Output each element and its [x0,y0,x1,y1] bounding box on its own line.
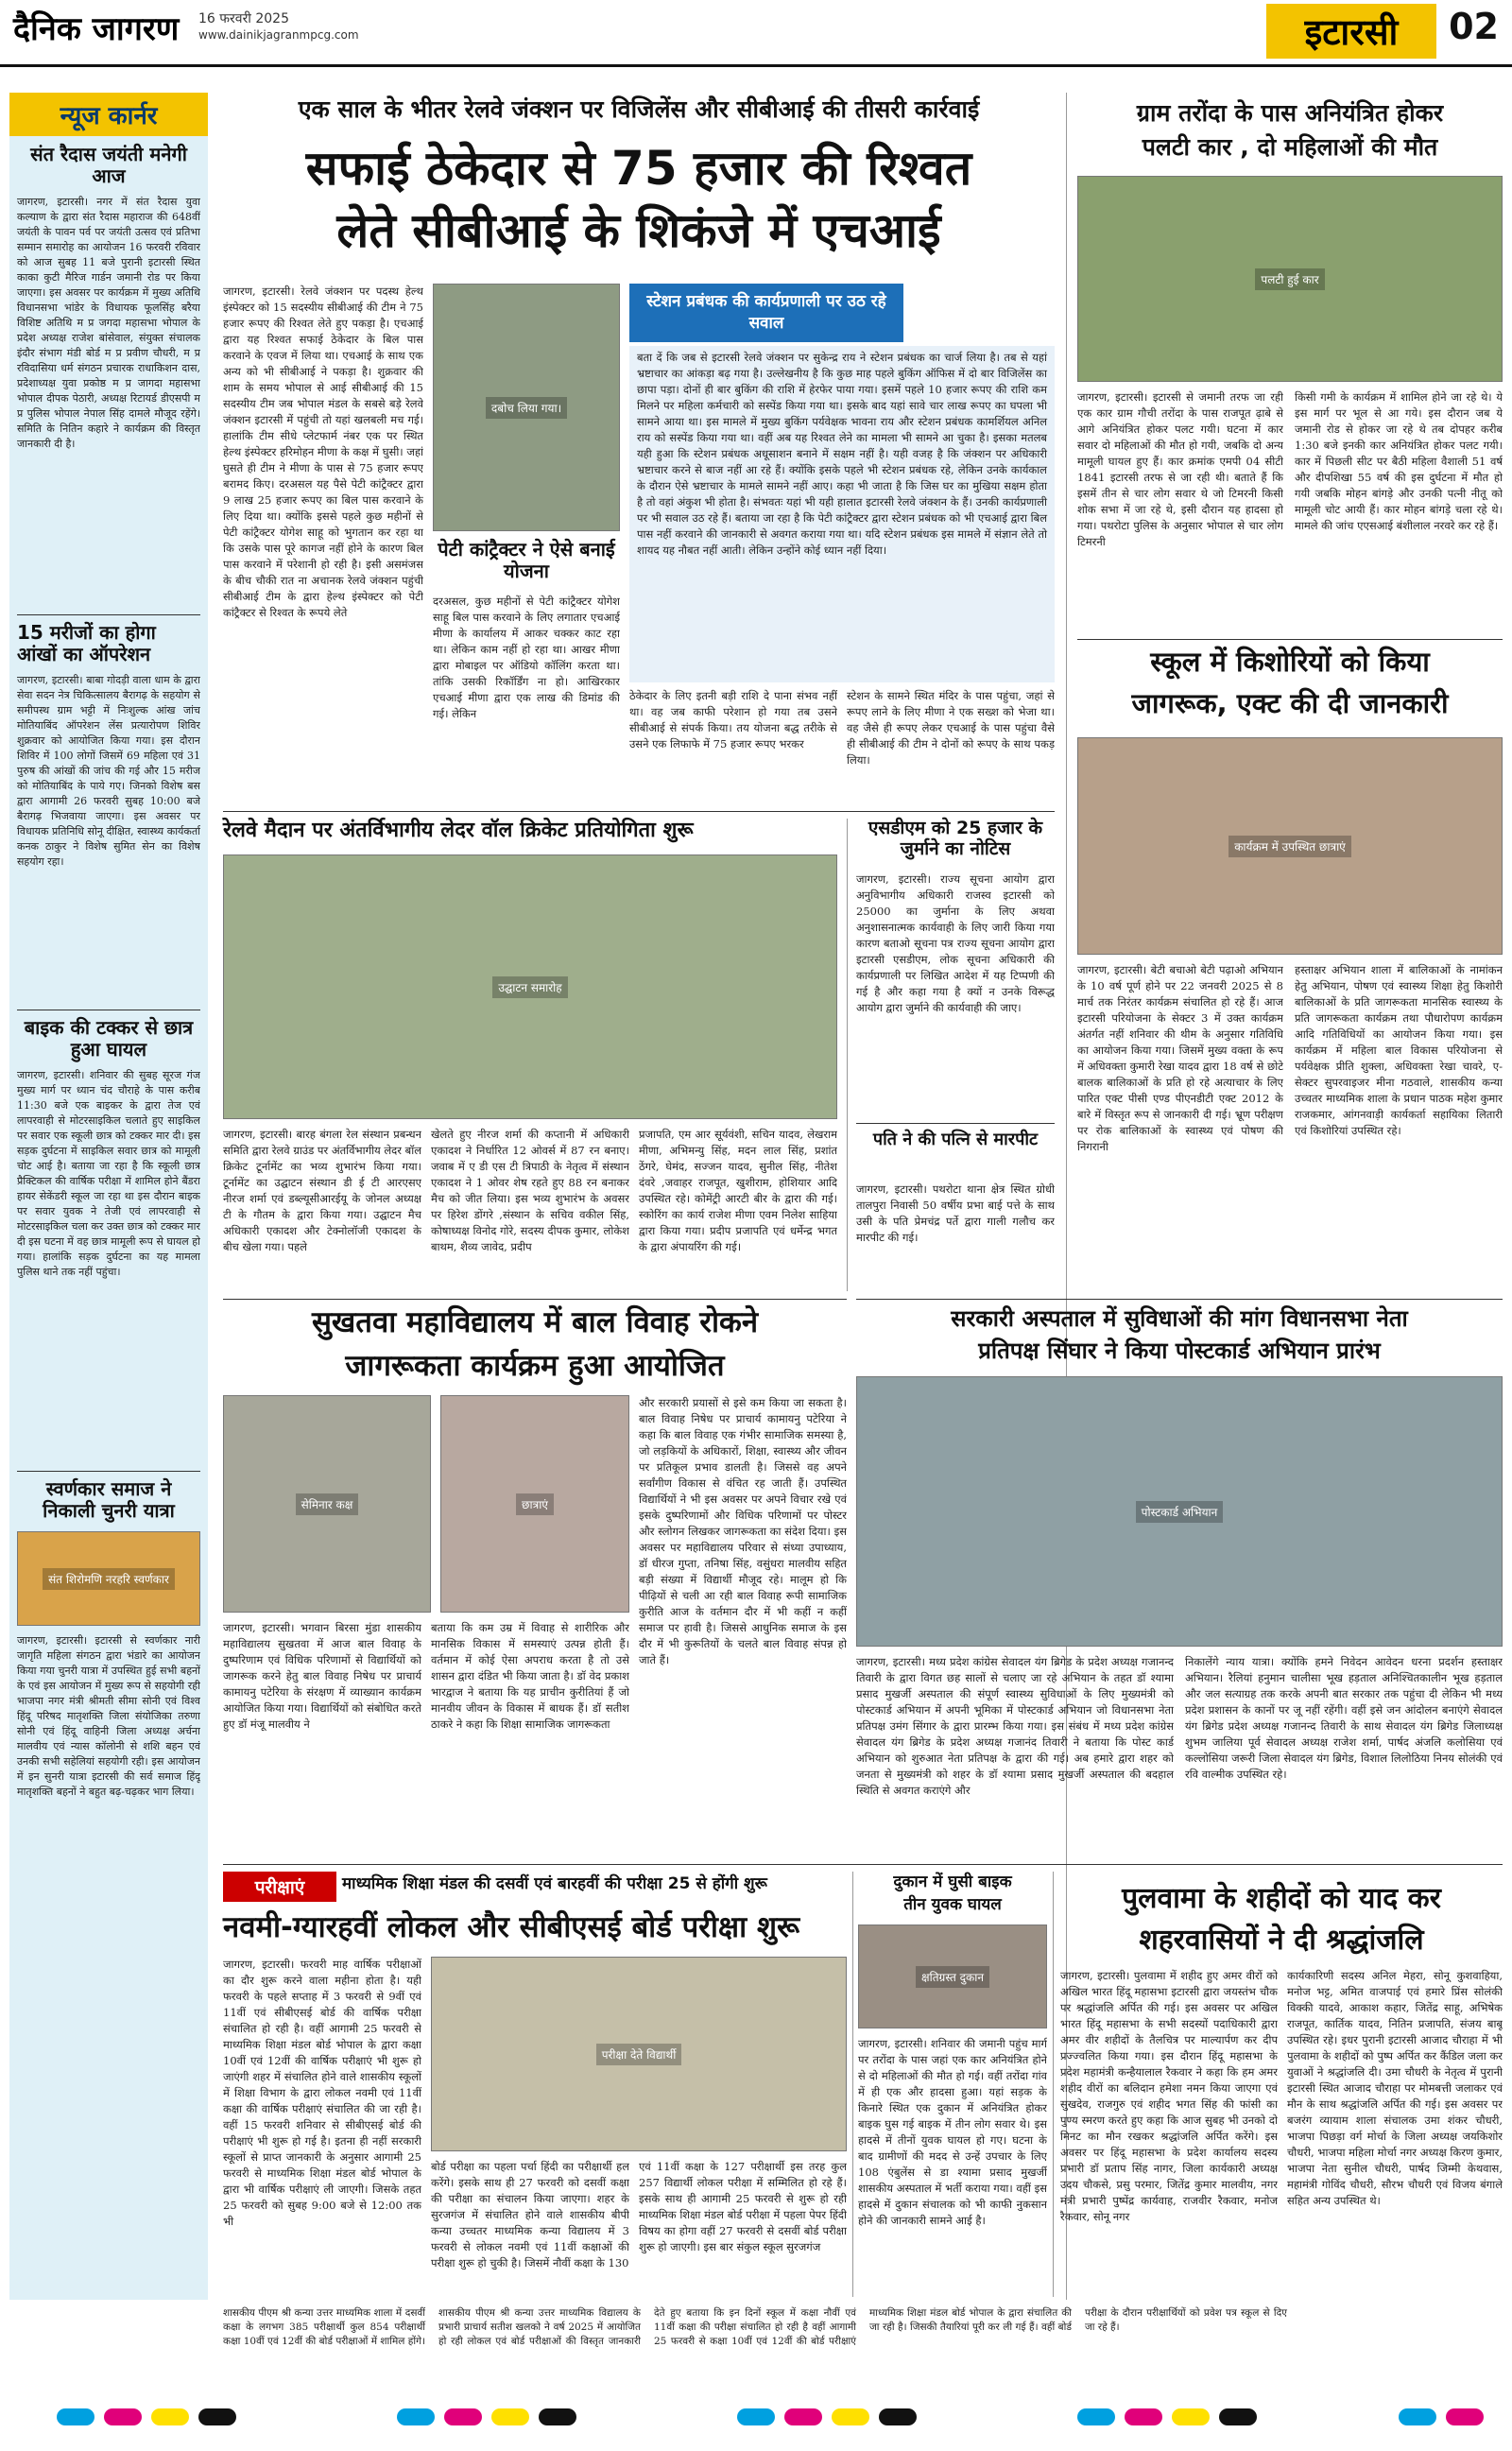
car-headline-1: ग्राम तरोंदा के पास अनियंत्रित होकर [1136,99,1444,127]
sidebar-story1-headline: संत रैदास जयंती मनेगी आज [30,143,187,187]
masthead-url[interactable]: www.dainikjagranmpcg.com [198,28,359,42]
shop-headline-2: तीन युवक घायल [903,1895,1002,1914]
shop-photo: क्षतिग्रस्त दुकान [858,1925,1047,2028]
car-body-col2: किसी गमी के कार्यक्रम में शामिल होने जा रहे थे। ये इस मार्ग पर भूल से आ गये। इस दौरान जब ये जमानी रोड से होकर जा रहे थे तब दोपहर करीब 1:30 बजे इनकी कार अनियंत्रित होकर पलट गयी। कार में पिछली सीट पर बैठी महिला वैशाली 51 वर्ष और दीपशिखा 55 वर्ष की इस दुर्घटना में मौत हो गयी जबकि मोहन बांगड़े और उनकी पत्नी नीतू को मामूली चोट आयी हैं। कार मोहन बांगड़े चला रहे थे। मामले की जांच एएसआई बंशीलाल नरवरे कर रहे हैं। [1295,390,1503,532]
news-corner-title: न्यूज कार्नर [9,93,208,136]
hospital-photo: पोस्टकार्ड अभियान [856,1376,1503,1647]
school-body-col2: हस्ताक्षर अभियान शाला में बालिकाओं के नामांकन हेतु अभियान, पोषण एवं स्वास्थ्य शिक्षा हेतु किशोरी बालिकाओं के प्रति जागरूकता मानसिक स्वास्थ्य के प्रति जागरूकता कार्यक्रम तथा पौधारोपण कार्यक्रम आदि गतिविधियों का आयोजन किया गया। इस कार्यक्रम में महिला बाल विकास परियोजना से पर्यवेक्षक प्रीति शुक्ला, अधिवक्ता रेखा चावरे, ए-सेक्टर सुपरवाइजर मीना गठवाले, शासकीय कन्या उच्चतर माध्यमिक शाला के प्रधान पाठक महेश कुमार राजकमार, आंगनवाड़ी कार्यकर्ता सहायिका लितारी एवं किशोरियां उपस्थित रहे। [1295,963,1503,1137]
exam-photo: परीक्षा देते विद्यार्थी [431,1957,847,2151]
school-headline-2: जागरूक, एक्ट की दी जानकारी [1131,687,1449,719]
sukhtawa-body-col2: बताया कि कम उम्र में विवाह से शारीरिक और मानसिक विकास में समस्याएं उत्पन्न होती हैं। वर्तमान में कोई ऐसा अपराध करता है तो उसे शासन द्वारा दंडित भी किया जाता है। डॉ वेद प्रकाश भारद्वाज ने बताया कि यह प्राचीन कुरीतियां हैं जो मानवीय जीवन के विकास में बाधक हैं। डॉ सतीश ठाकरे ने कहा कि शिक्षा सामाजिक जागरूकता [431,1621,629,1731]
pulwama-body-col1: जागरण, इटारसी। पुलवामा में शहीद हुए अमर वीरों को अखिल भारत हिंदू महासभा इटारसी द्वारा जयस्तंभ चौक पर श्रद्धांजलि अर्पित की गई। इस अवसर पर अखिल भारत हिंदू महासभा के सभी सदस्यों पदाधिकारी द्वारा अमर वीर शहीदों के तैलचित्र पर माल्यार्पण कर दीप प्रज्ज्वलित किया गया। इस दौरान हिंदू महासभा के प्रदेश महामंत्री कन्हैयालाल रैकवार ने कहा कि हम अमर शहीद वीरों का बलिदान हमेशा नमन किया जाएगा एवं सुखदेव, राजगुरु एवं शहीद भगत सिंह की फांसी का पुण्य स्मरण करते हुए कहा कि आज सुबह भी उनको दो मिनट का मौन रखकर श्रद्धांजलि अर्पित करेंगे। इस अवसर पर हिंदू महासभा के प्रदेश कार्यालय सदस्य प्रभारी डॉ प्रताप सिंह नागर, जिला कार्यकारी अध्यक्ष उदय चौकसे, प्रसु परमार, जितेंद्र कुमार मालवीय, नगर मंत्री प्रभारी पुष्पेंद्र कार्यवाह, राजवीर रैकवार, मनोज रैकवार, सोनू नगर [1060,1969,1278,2223]
lead-photo: दबोच लिया गया। [433,284,620,531]
lead-headline-2: लेते सीबीआई के शिकंजे में एचआई [336,203,941,258]
pulwama-headline-1: पुलवामा के शहीदों को याद कर [1122,1882,1441,1915]
sidebar-story4-photo: संत शिरोमणि नरहरि स्वर्णकार [17,1531,200,1626]
school-headline-1: स्कूल में किशोरियों को किया [1150,646,1430,678]
exam-section-label: परीक्षाएं [223,1872,336,1902]
sidebar-story2-headline: 15 मरीजों का होगा आंखों का ऑपरेशन [17,621,156,665]
station-box-body: बता दें कि जब से इटारसी रेलवे जंक्शन पर सुकेन्द्र राय ने स्टेशन प्रबंधक का चार्ज लिया है। तब से यहां भ्रष्टाचार का आंकड़ा बढ़ गया है। उल्लेखनीय है कि कुछ माह पहले बुकिंग ऑफिस में दो बार विजिलेंस का छापा पड़ा। दोनों ही बार बुकिंग की राशि में हेरफेर पाया गया। इसमें पहले 10 हजार रूपए की राशि कम मिलने पर महिला कर्मचारी को सस्पेंड किया गया था। इसके बाद यहां सावे चार लाख रूपए का घपला भी सामने आया था। इस मामले में मुख्य बुकिंग पर्यवेक्षक भावना राय और स्टेशन प्रबंधक कामर्शियल अनिल राय को सस्पेंड किया गया था। वहीं अब यह रिश्वत लेने का मामला भी सामने आ चुका है। इसका मतलब यही हुआ कि स्टेशन प्रबंधक अधूसाशन बनाने में सक्षम नहीं है। यही वजह है कि जंक्शन पर अधिकारी भ्रष्टाचार करने से बाज नहीं आ रहे हैं। क्योंकि इसके पहले भी स्टेशन प्रबंधक रहे, लेकिन उनके कार्यकाल के दौरान ऐसे भ्रष्टाचार के मामले सामने नहीं आए। कहा भी जाता है कि जिस घर का मुखिया सक्षम होता है तो वहां अंकुश भी होता है। संभवतः यहां भी यही हालात इटारसी रेलवे जंक्शन के हैं। उनकी कार्यप्रणाली पर भी सवाल उठ रहे हैं। बताया जा रहा है कि पेटी कांट्रैक्टर द्वारा स्टेशन प्रबंधक को भी एचआई द्वारा बिल पास नहीं करवाने की जानकारी से अवगत कराया गया था। यदि स्टेशन प्रबंधक इस मामले में संज्ञान लेते तो शायद यह नौबत नहीं आती। लेकिन उन्होंने कोई ध्यान नहीं दिया। [629,346,1055,682]
notice-headline: एसडीएम को 25 हजार के जुर्माने का नोटिस [868,818,1043,859]
lead-body-col5: स्टेशन के सामने स्थित मंदिर के पास पहुंचा, जहां से रूपए लाने के लिए मीणा ने एक सख्श को भेजा था। वह जैसे ही रूपए लेकर एचआई के पास पहुंचा वैसे ही सीबीआई की टीम ने दोनों को रूपए के साथ पकड़ लिया। [847,689,1055,767]
shop-body: जागरण, इटारसी। शनिवार की जमानी पहुंच मार्ग पर तरोंदा के पास जहां एक कार अनियंत्रित होने से दो महिलाओं की मौत हो गई। वहीं तरोंदा गांव में ही एक और हादसा हुआ। यहां सड़क के किनारे स्थित एक दुकान में अनियंत्रित होकर बाइक घुस गई बाइक में तीन लोग सवार थे। इस हादसे में तीनों युवक घायल हो गए। घटना के बाद ग्रामीणों की मदद से उन्हें उपचार के लिए 108 एंबुलेंस से डा श्यामा प्रसाद मुखर्जी शासकीय अस्पताल में भर्ती कराया गया। वहीं इस हादसे में दुकान संचालक को भी काफी नुकसान होने की जानकारी सामने आई है। [858,2037,1047,2227]
hospital-body-col2: निकालेंगे न्याय यात्रा। क्योंकि हमने निवेदन आवेदन धरना प्रदर्शन हस्ताक्षर अभियान। रैलियां हनुमान चालीसा भूख हड़ताल अनिश्चितकालीन भूख हड़ताल और जल सत्याग्रह तक करके अपनी बात सरकार तक पहुंचा दी लेकिन भी मध्य प्रदेश प्रशासन के कानों पर जू नहीं रहेंगी। वहीं इसे जन आंदोलन बनाएंगे सेवादल यंग ब्रिगेड प्रदेश अध्यक्ष गजानन्द तिवारी के साथ सेवादल यंग ब्रिगेड जिलाध्यक्ष शुभम जालिया पूर्व सेवादल अध्यक्ष राजेश शर्मा, पार्षद अंजलि कलोसिया एवं कल्लोसिया जरूरी जिला सेवादल यंग ब्रिगेड, विशाल लिलोठिया निनय सोलंकी एवं रवि वाल्मीक उपस्थित रहे। [1185,1655,1503,1781]
car-body-col1: जागरण, इटारसी। इटारसी से जमानी तरफ जा रही एक कार ग्राम गौची तरोंदा के पास राजपूत ढ़ाबे से आगे अनियंत्रित होकर पलट गयी। घटना में कार सवार दो महिलाओं की मौत हो गयी, जबकि दो अन्य मामूली घायल हुए हैं। कार क्रमांक एमपी 04 सीटी 1841 इटारसी तरफ से जा रही थी। बताते हैं कि इसमें तीन से चार लोग सवार थे जो टिमरनी किसी शोक सभा में जा रहे थे, इसी दौरान यह हादसा हो गया। पथरोटा पुलिस के अनुसार भोपाल से चार लोग टिमरनी [1077,390,1283,548]
hospital-headline-1: सरकारी अस्पताल में सुविधाओं की मांग विधानसभा नेता [951,1305,1408,1332]
leather-body-col3: प्रजापति, एम आर सूर्यवंशी, सचिन यादव, लेखराम मीणा, अभिमन्यु सिंह, मदन लाल सिंह, प्रशांत ठेंगरे, घेमंद, सज्जन यादव, सुनील सिंह, नीतेश दंवरे ,जवाहर राजपूत, खुशीराम, होशियार आदि उपस्थित रहे। कोमेंट्री आरटी बीर के द्वारा की गई। स्कोरिंग का कार्य राजेश मीणा एवम निलेश साहिया द्वारा किया गया। प्रदीप प्रजापति एवं धर्मेन्द्र भगत के द्वारा अंपायरिंग की गई। [639,1128,837,1253]
car-photo: पलटी हुई कार [1077,176,1503,382]
masthead-date: 16 फरवरी 2025 [198,11,289,26]
car-headline-2: पलटी कार , दो महिलाओं की मौत [1142,133,1438,161]
school-photo: कार्यक्रम में उपस्थित छात्राएं [1077,737,1503,955]
sidebar-story3-headline: बाइक की टक्कर से छात्र हुआ घायल [24,1016,194,1061]
leather-photo: उद्घाटन समारोह [223,854,837,1119]
exam-body-col3: एवं 11वीं कक्षा के 127 परीक्षार्थी इस तरह कुल 257 विद्यार्थी लोकल परीक्षा में सम्मिलित हो रहे हैं। इसके साथ ही आगामी 25 फरवरी से शुरू हो रही माध्यमिक शिक्षा मंडल बोर्ड परीक्षा में पहला पेपर हिंदी विषय का होगा वहीं 27 फरवरी से दसवीं बोर्ड परीक्षा शुरू हो जाएगी। इस बार संकुल स्कूल सुरजगंज [639,2160,847,2253]
exam-body-col4: शासकीय पीएम श्री कन्या उत्तर माध्यमिक शाला में दसवीं कक्षा के लगभग 385 परीक्षार्थी कुल 854 परीक्षार्थी कक्षा 10वीं एवं 12वीं की बोर्ड परीक्षाओं में शामिल होंगे। शासकीय पीएम श्री कन्या उत्तर माध्यमिक विद्यालय के प्रभारी प्राचार्य सतीश खलको ने वर्ष 2025 में आयोजित हो रही लोकल एवं बोर्ड परीक्षाओं की विस्तृत जानकारी देते हुए बताया कि इन दिनों स्कूल में कक्षा नौवीं एवं 11वीं कक्षा की परीक्षा संचालित हो रही है वहीं आगामी 25 फरवरी से कक्षा 10वीं एवं 12वीं की बोर्ड परीक्षाएं माध्यमिक शिक्षा मंडल बोर्ड भोपाल के द्वारा संचालित की जा रही है। जिसकी तैयारियां पूरी कर ली गई हैं। वहीं बोर्ड परीक्षा के दौरान परीक्षार्थियों को प्रवेश पत्र स्कूल से दिए जा रहे हैं। [223,2307,1287,2347]
lead-body-col2: दरअसल, कुछ महीनों से पेटी कांट्रैक्टर योगेश साहू बिल पास करवाने के लिए लगातार एचआई मीणा के कार्यालय में आकर चक्कर काट रहा था। लेकिन काम नहीं हो रहा था। आखर मीणा द्वारा मोबाइल पर ऑडियो कॉलिंग करता था। तांकि उसकी रिकॉर्डिंग ना हो। आखिरकार एचआई मीणा द्वारा एक लाख की डिमांड की गई। लेकिन [433,595,620,720]
sukhtawa-body-col3: और सरकारी प्रयासों से इसे कम किया जा सकता है। बाल विवाह निषेध पर प्राचार्य कामायनु पटेरिया ने कहा कि बाल विवाह एक गंभीर सामाजिक समस्या है, जो लड़कियों के अधिकारों, शिक्षा, स्वास्थ्य और जीवन पर प्रतिकूल प्रभाव डालती है। जिससे वह अपने सर्वांगीण विकास से वंचित रह जाती हैं। उपस्थित विद्यार्थियों ने भी इस अवसर पर अपने विचार रखे एवं इसके दुष्परिणामों और विधिक परिणामों पर पोस्टर और स्लोगन लिखकर जागरूकता का संदेश दिया। इस अवसर पर महाविद्यालय परिवार से संध्या उपाध्याय, डॉ धीरज गुप्ता, तनिषा सिंह, वसुंधरा मालवीय सहित बड़ी संख्या में विद्यार्थी मौजूद रहे। मालूम हो कि पीढ़ियों से चली आ रही बाल विवाह रूपी सामाजिक कुरीति आज के वर्तमान दौर में भी कहीं न कहीं समाज पर हावी है। जिससे आधुनिक समाज के इस दौर में भी कुरूतियों के चलते बाल विवाह संपन्न हो जाते हैं। [639,1396,847,1666]
sukhtawa-photo-2: छात्राएं [440,1395,629,1613]
pulwama-headline-2: शहरवासियों ने दी श्रद्धांजलि [1139,1924,1424,1957]
exam-headline: नवमी-ग्यारहवीं लोकल और सीबीएसई बोर्ड परीक्षा शुरू [223,1910,800,1944]
exam-body-col2: बोर्ड परीक्षा का पहला पर्चा हिंदी का परीक्षार्थी हल करेंगे। इसके साथ ही 27 फरवरी को दसवीं कक्षा की परीक्षा का संचालन किया जाएगा। शहर के सुरजगंज में संचालित होने वाले शासकीय बीपी कन्या उच्चतर माध्यमिक कन्या विद्यालय में 3 फरवरी से लोकल नवमी एवं 11वीं कक्षाओं की परीक्षा शुरू हो चुकी है। जिसमें नौवीं कक्षा के 130 [431,2160,629,2270]
pati-headline: पति ने की पत्नि से मारपीट [872,1130,1039,1149]
station-box-title: स्टेशन प्रबंधक की कार्यप्रणाली पर उठ रहे सवाल [629,284,903,342]
lead-kicker: एक साल के भीतर रेलवे जंक्शन पर विजिलेंस और सीबीआई की तीसरी कार्रवाई [298,95,980,123]
sidebar-story1-body: जागरण, इटारसी। नगर में संत रैदास युवा कल्याण के द्वारा संत रैदास महाराज की 648वीं जयंती के पावन पर्व पर जयंती उत्सव एवं प्रतिभा सम्मान समारोह का आयोजन 16 फरवरी रविवार को आज सुबह 11 बजे पुरानी इटारसी स्थित काका कुटी मैरिज गार्डन जमानी रोड पर किया जाएगा। इस अवसर पर कार्यक्रम में मुख्य अतिथि विधानसभा भांडेर के विधायक फूलसिंह बरैया विशिष्ट अतिथि म प्र जगदा महासभा भोपाल के प्रदेश अध्यक्ष राजेश बांसेवाल, संयुक्त संचालक इंदौर संभाग मंडी बोर्ड म प्र प्रवीण चौधरी, म प्र रविदासिया धर्म संगठन प्रचारक राधाकिशन दास, प्रदेशाध्यक्ष युवा प्रकोष्ठ म प्र जागदा महासभा भोपाल दीपक पेठारी, अध्यक्ष रिटायर्ड डीएसपी म प्र पुलिस भोपाल नेपाल सिंह दामले मौजूद रहेंगे। समिति के नितिन कहारे ने कार्यक्रम की विस्तृत जानकारी दी है। [17,196,200,450]
print-registration-bar [0,2399,1512,2437]
shop-headline-1: दुकान में घुसी बाइक [893,1873,1012,1891]
sidebar-story2-body: जागरण, इटारसी। बाबा गोदड़ी वाला धाम के द्वारा सेवा सदन नेत्र चिकित्सालय बैरागढ़ के सहयोग से समीपस्थ ग्राम भट्टी में निःशुल्क आंख जांच मोतियाबिंद ऑपरेशन लेंस प्रत्यारोपण शिविर शुक्रवार को आयोजित किया गया। इस दौरान शिविर में 100 लोगों जिसमें 69 महिला एवं 31 पुरुष की आंखों की जांच की गई और 15 मरीज को मोतियाबिंद के पाये गए। जिनको विशेष बस द्वारा आगामी 26 फरवरी सुबह 10:00 बजे बैरागढ़ भिजवाया जाएगा। इस अवसर पर विधायक प्रतिनिधि सोनू दीक्षित, स्वास्थ्य कार्यकर्ता कनक ठाकुर ने विशेष सुमित सेन का विशेष सहयोग रहा। [17,674,200,868]
leather-headline: रेलवे मैदान पर अंतर्विभागीय लेदर वॉल क्रिकेट प्रतियोगिता शुरू [223,819,694,842]
pati-body: जागरण, इटारसी। पथरोटा थाना क्षेत्र स्थित ग्रोधी तालपुरा निवासी 50 वर्षीय प्रभा बाई पत्ते के साथ उसी के पति प्रेमचंद्र पर्ते द्वारा गाली गलौच कर मारपीट की गई। [856,1182,1055,1244]
sukhtawa-body-col1: जागरण, इटारसी। भगवान बिरसा मुंडा शासकीय महाविद्यालय सुखतवा में आज बाल विवाह के दुष्परिणाम एवं विधिक परिणामों से विद्यार्थियों को जागरूक करने हेतु बाल विवाह निषेध पर प्राचार्य कामायनु पटेरिया के संरक्षण में व्याख्यान कार्यक्रम आयोजित किया गया। विद्यार्थियों को संबोधित करते हुए डॉ मंजू मालवीय ने [223,1621,421,1731]
city-banner: इटारसी [1266,4,1436,59]
school-body-col1: जागरण, इटारसी। बेटी बचाओ बेटी पढ़ाओ अभियान के 10 वर्ष पूर्ण होने पर 22 जनवरी 2025 से 8 मार्च तक निरंतर कार्यक्रम संचालित हो रहे हैं। आज इटारसी परियोजना के सेक्टर 3 में उक्त कार्यक्रम अंतर्गत नहीं शनिवार की थीम के अनुसार गतिविधि का आयोजन किया गया। जिसमें मुख्य वक्ता के रूप में अधिवक्ता कुमारी रेखा यादव द्वारा 18 वर्ष से छोटे बालक बालिकाओं के प्रति हो रहे अत्याचार के लिए पारित एक्ट पीसी एण्ड पीएनडीटी एक्ट 2012 के बारे में विस्तृत रूप से जानकारी दी गई। भ्रूण परीक्षण पर रोक बालिकाओं के स्वास्थ्य एवं पोषण की निगरानी [1077,963,1283,1153]
sukhtawa-photo-1: सेमिनार कक्ष [223,1395,431,1613]
lead-body-col1: जागरण, इटारसी। रेलवे जंक्शन पर पदस्थ हेल्थ इंस्पेक्टर को 15 सदस्यीय सीबीआई की टीम ने 75 हजार रूपए की रिश्वत लेते हुए पकड़ा है। एचआई द्वारा यह रिश्वत सफाई ठेकेदार के बिल पास करवाने के एवज में लिया था। एचआई के साथ एक अन्य को भी सीबीआई ने पकड़ा है। शुक्रवार की शाम के समय भोपाल से आई सीबीआई की 15 सदस्यीय टीम जब भोपाल मंडल के सबसे बड़े रेलवे जंक्शन इटारसी में पहुंची तो यहां खलबली मच गई। हालांकि टीम सीधे प्लेटफार्म नंबर एक पर स्थित हेल्थ इंस्पेक्टर हरिमोहन मीणा के कक्ष में घुसी। जहां घुसते ही टीम ने मीणा के पास से 75 हजार रूपए बरामद किए। दरअसल यह पैसे पेटी कांट्रैक्टर द्वारा 9 लाख 25 हजार रूपए का बिल पास करवाने के लिए दिया था। क्योंकि इससे पहले कुछ महीनों से पेटी कांट्रैक्टर योगेश साहू को भुगतान कर रहा था कि उसके पास पूरे कागज नहीं होने के कारण बिल पास करवाने में परेशानी हो रही है। इसी असमंजस के बीच चौकी रात ना अचानक रेलवे जंक्शन पहुंची सीबीआई टीम के द्वारा हेल्थ इंस्पेक्टर को पेटी कांट्रैक्टर से रिश्वत के रूपये लेते [223,285,423,619]
exam-body-col1: जागरण, इटारसी। फरवरी माह वार्षिक परीक्षाओं का दौर शुरू करने वाला महीना होता है। यही फरवरी के पहले सप्ताह में 3 फरवरी से 9वीं एवं 11वीं एवं सीबीएसई बोर्ड की वार्षिक परीक्षा संचालित हो रही है। वहीं आगामी 25 फरवरी से माध्यमिक शिक्षा मंडल बोर्ड भोपाल के द्वारा कक्षा 10वीं एवं 12वीं की वार्षिक परीक्षाएं भी शुरू हो जाएंगी शहर में संचालित होने वाले शासकीय स्कूलों में शिक्षा विभाग के द्वारा लोकल नवमी एवं 11वीं कक्षा की वार्षिक परीक्षाएं संचालित की जा रही है। वहीं 15 फरवरी शनिवार से सीबीएसई बोर्ड की परीक्षाएं भी शुरू हो गई है। इतना ही नहीं सरकारी स्कूलों से प्राप्त जानकारी के अनुसार आगामी 25 फरवरी से माध्यमिक शिक्षा मंडल बोर्ड भोपाल के द्वारा भी वार्षिक परीक्षाएं ली जाएगी। जिसके तहत 25 फरवरी को सुबह 9:00 बजे से 12:00 तक भी [223,1958,421,2228]
sidebar-story4-body: जागरण, इटारसी। इटारसी से स्वर्णकार नारी जागृति महिला संगठन द्वारा भंडारे का आयोजन किया गया चुनरी यात्रा में उपस्थित हुई सभी बहनों के एवं इस आयोजन में मुख्य रूप से सहयोगी रही भाजपा नगर मंत्री श्रीमती सीमा सोनी एवं विश्व हिंदू परिषद मातृशक्ति जिला संयोजिका तरुणा सोनी एवं हिंदू वाहिनी जिला अध्यक्ष अर्चना मालवीय एवं न्यास कॉलोनी से शशि बहन एवं उनकी सभी सहेलियां सहयोगी रही। इस आयोजन में इन सुनरी यात्रा इटारसी की सर्व समाज हिंदू मातृशक्ति बहनों ने बहुत बढ़-चढ़कर भाग लिया। [17,1634,200,1798]
hospital-headline-2: प्रतिपक्ष सिंघार ने किया पोस्टकार्ड अभियान प्रारंभ [978,1338,1381,1364]
exam-kicker: माध्यमिक शिक्षा मंडल की दसवीं एवं बारहवीं की परीक्षा 25 से होंगी शुरू [342,1874,767,1893]
masthead-logo: दैनिक जागरण [13,10,180,48]
lead-body-col4: ठेकेदार के लिए इतनी बड़ी राशि दे पाना संभव नहीं था। वह जब काफी परेशान हो गया तब उसने सीबीआई से संपर्क किया। तय योजना बद्ध तरीके से उसने एक लिफाफे में 75 हजार रूपए भरकर [629,689,837,751]
lead-headline-1: सफाई ठेकेदार से 75 हजार की रिश्वत [305,141,972,196]
sukhtawa-headline-2: जागरूकता कार्यक्रम हुआ आयोजित [345,1349,725,1383]
lead-box-title: पेटी कांट्रैक्टर ने ऐसे बनाई योजना [438,538,615,582]
notice-body: जागरण, इटारसी। राज्य सूचना आयोग द्वारा अनुविभागीय अधिकारी राजस्व इटारसी को 25000 का जुर्माना के लिए अथवा अनुशासनात्मक कार्यवाही के लिए जारी किया गया कारण बताओ सूचना पत्र राज्य सूचना आयोग द्वारा इटारसी एसडीएम, लोक सूचना अधिकारी की कार्यप्रणाली पर लिखित आदेश में यह टिप्पणी की गई है और कहा गया है क्यों न उनके विरूद्ध आयोग द्वारा जुर्माने की कार्यवाही की जाए। [856,872,1055,1014]
sidebar-story3-body: जागरण, इटारसी। शनिवार की सुबह सूरज गंज मुख्य मार्ग पर ध्यान चंद चौराहे के पास करीब 11:30 बजे एक बाइकर के द्वारा तेज एवं लापरवाही से मोटरसाइकिल चलाते हुए साइकिल पर सवार एक स्कूली छात्र को टक्कर मार दी। इस सड़क दुर्घटना में साइकिल सवार छात्र को मामूली चोट आई है। बताया जा रहा है कि स्कूली छात्र प्रैक्टिकल की वार्षिक परीक्षा में शामिल होने बैंडरा हायर सेकेंडरी स्कूल जा रहा था इस दौरान बाइक पर सवार युवक ने तेजी एवं लापरवाही से मोटरसाइकिल चला कर उक्त छात्र को टक्कर मार दी इस घटना में वह छात्र मामूली रूप से घायल हो गया। हालांकि सड़क दुर्घटना का यह मामला पुलिस थाने तक नहीं पहुंचा। [17,1069,200,1278]
leather-body-col1: जागरण, इटारसी। बारह बंगला रेल संस्थान प्रबन्धन समिति द्वारा रेलवे ग्राउंड पर अंतर्विभागीय लेदर बॉल क्रिकेट टूर्नामेंट का भव्य शुभारंभ किया गया। टूर्नामेंट का उद्घाटन संस्थान डी ई टी आरएसए नीरज शर्मा एवं डब्ल्यूसीआरईयू के जोनल अध्यक्ष टी के गौतम के द्वारा किया गया। उद्घाटन मैच अधिकारी एकादश और टेक्नोलॉजी एकादश के बीच खेला गया। पहले [223,1128,421,1253]
page-number: 02 [1449,6,1499,47]
sukhtawa-headline-1: सुखतवा महाविद्यालय में बाल विवाह रोकने [311,1305,759,1339]
pulwama-body-col2: कार्यकारिणी सदस्य अनिल मेहरा, सोनू कुशवाहिया, मनोज भट्ट, अमित वाजपाई एवं हमारे प्रिंस सोलंकी विक्की यादवे, आकाश कहार, जितेंद्र साहू, अभिषेक राजपूत, कार्तिक यादव, नितिन प्रजापति, संजय बाबू उपस्थित रहे। इधर पुरानी इटारसी आजाद चौराहा में भी पुलवामा के शहीदों को पुष्प अर्पित कर कैंडिल जला कर युवाओं ने श्रद्धांजलि दी। उमा चौधरी के नेतृत्व में पुरानी इटारसी स्थित आजाद चौराहा पर मोमबत्ती जलाकर एवं मौन के साथ श्रद्धांजलि अर्पित की गई। इस अवसर पर बजरंग व्यायाम शाला संचालक उमा शंकर चौधरी, भाजपा पिछड़ा वर्ग मोर्चा के जिला अध्यक्ष जयकिशोर चौधरी, भाजपा महिला मोर्चा नगर अध्यक्ष किरण कुमार, भाजपा नेता सुनील चौधरी, पार्षद जिम्मी केथवास, महामंत्री गोविंद चौधरी, सौरभ चौधरी एवं विजय बंगाले सहित अन्य उपस्थित थे। [1287,1969,1503,2207]
hospital-body-col1: जागरण, इटारसी। मध्य प्रदेश कांग्रेस सेवादल यंग ब्रिगेड के प्रदेश अध्यक्ष गजानन्द तिवारी के द्वारा विगत छह सालों से चलाए जा रहे अभियान के तहत डॉ श्यामा प्रसाद मुखर्जी अस्पताल की संपूर्ण स्वास्थ्य सुविधाओं के लिए मुख्यमंत्री को पोस्टकार्ड अभियान में अपनी भूमिका में पोस्टकार्ड अभियान जो विधानसभा नेता प्रतिपक्ष उमंग सिंगार के द्वारा प्रारम्भ किया गया। इस संबंध में मध्य प्रदेश कांग्रेस सेवादल यंग ब्रिगेड के प्रदेश अध्यक्ष गजानंद तिवारी ने बताया कि पोस्ट कार्ड अभियान को शुरुआत नेता प्रतिपक्ष के द्वारा की गई। अब हमारे द्वारा शहर को जनता से मुख्यमंत्री को शहर के डॉ श्यामा प्रसाद मुखर्जी अस्पताल की बदहाल स्थिति से अवगत कराएंगे और [856,1655,1174,1797]
sidebar-story4-headline: स्वर्णकार समाज ने निकाली चुनरी यात्रा [43,1477,175,1522]
leather-body-col2: खेलते हुए नीरज शर्मा की कप्तानी में अधिकारी एकादश ने निर्धारित 12 ओवर्स में 87 रन बनाए। जवाब में ए डी एस टी त्रिपाठी के नेतृत्व में संस्थान एकादश ने 1 ओवर शेष रहते हुए 88 रन बनाकर मैच को जीत लिया। इस भव्य शुभारंभ के अवसर पर हिरेश डोंगरे ,संस्थान के सचिव वकील सिंह, कोषाध्यक्ष विनोद गोरे, सदस्य दीपक कुमार, लोकेश बाथम, शैव्य जावेद, प्रदीप [431,1128,629,1253]
